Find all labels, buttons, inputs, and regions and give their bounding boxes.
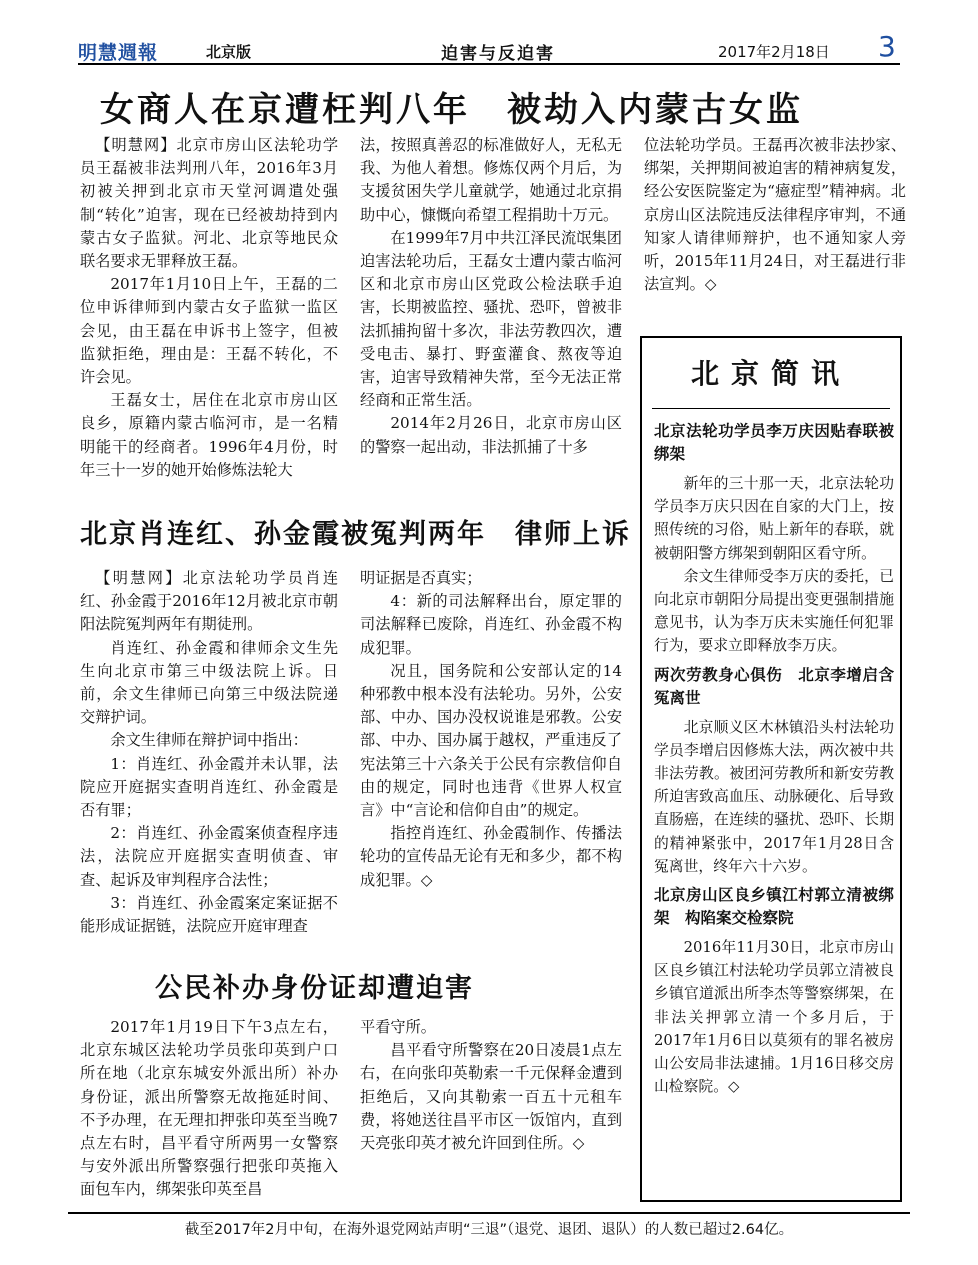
brief-paragraph: 新年的三十那一天，北京法轮功学员李万庆只因在自家的大门上，按照传统的习俗，贴上新年的春联，就被朝阳警方绑架到朝阳区看守所。 <box>654 475 894 562</box>
briefs-body <box>654 414 894 1098</box>
masthead: 明慧週報 <box>78 42 159 64</box>
brief-paragraph: 余文生律师受李万庆的委托，已向北京市朝阳分局提出变更强制措施意见书，认为李万庆未实施任何犯罪行为，要求立即释放李万庆。 <box>654 567 894 655</box>
article2-paragraph: 肖连红、孙金霞和律师余文生先生向北京市第三中级法院上诉。日前，余文生律师已向第三中级法院递交辩护词。 <box>80 638 338 727</box>
article2-paragraph: 2：肖连红、孙金霞案侦查程序违法，法院应开庭据实查明侦查、审查、起诉及审判程序合法性； <box>80 824 338 889</box>
article3-title: 公民补办身份证却遭迫害 <box>155 973 474 1004</box>
article2-paragraph: 明证据是否真实； <box>360 569 482 587</box>
brief-headline: 北京房山区良乡镇江村郭立清被绑架 构陷案交检察院 <box>654 886 894 928</box>
footer-divider <box>68 1212 910 1214</box>
article2-column-1 <box>80 567 338 938</box>
section-name: 迫害与反迫害 <box>441 44 555 64</box>
page-number: 3 <box>878 30 896 63</box>
page-header <box>78 30 900 64</box>
brief-paragraph: 北京顺义区木林镇沿头村法轮功学员李增启因修炼大法，两次被中共非法劳教。被团河劳教所和新安劳教所迫害致高血压、动脉硬化、后导致直肠癌，在连续的骚扰、恐吓、长期的精神紧张中，2017年1月28日含冤离世，终年六十六岁。 <box>654 718 894 875</box>
article1-paragraph: 法，按照真善忍的标准做好人，无私无我、为他人着想。修炼仅两个月后，为支援贫困失学儿童就学，她通过北京捐助中心，慷慨向希望工程捐助十万元。 <box>360 136 622 224</box>
article1-paragraph: 【明慧网】北京市房山区法轮功学员王磊被非法判刑八年，2016年3月初被关押到北京市天堂河调遣处强制“转化”迫害，现在已经被劫持到内蒙古女子监狱。河北、北京等地民众联名要求无罪释放王磊。 <box>80 136 338 271</box>
article2-paragraph: 1：肖连红、孙金霞并未认罪，法院应开庭据实查明肖连红、孙金霞是否有罪； <box>80 754 338 820</box>
article2-paragraph: 指控肖连红、孙金霞制作、传播法轮功的宣传品无论有无和多少，都不构成犯罪。◇ <box>360 824 622 889</box>
article1-title: 女商人在京遭枉判八年 被劫入内蒙古女监 <box>100 90 803 130</box>
publication-date: 2017年2月18日 <box>718 43 830 61</box>
brief-headline: 两次劳教身心俱伤 北京李增启含冤离世 <box>654 665 894 707</box>
article1-paragraph: 2017年1月10日上午，王磊的二位申诉律师到内蒙古女子监狱一监区会见，由王磊在申诉书上签字，但被监狱拒绝，理由是：王磊不转化，不许会见。 <box>80 275 338 387</box>
article3-paragraph: 昌平看守所警察在20日凌晨1点左右，在向张印英勒索一千元保释金遭到拒绝后，又向其勒索一百五十元租车费，将她送往昌平市区一饭馆内，直到天亮张印英才被允许回到住所。◇ <box>360 1041 622 1153</box>
article1-column-1 <box>80 134 338 482</box>
article1-paragraph: 2014年2月26日，北京市房山区的警察一起出动，非法抓捕了十多 <box>360 414 622 456</box>
article1-column-2 <box>360 134 622 459</box>
briefs-section-title: 北京简讯 <box>690 357 851 390</box>
article3-paragraph: 2017年1月19日下午3点左右，北京东城区法轮功学员张印英到户口所在地（北京东城安外派出所）补办身份证，派出所警察无故拖延时间、不予办理，在无理扣押张印英至当晚7点左右时，昌平看守所两男一女警察与安外派出所警察强行把张印英拖入面包车内，绑架张印英至昌 <box>80 1018 338 1199</box>
article1-paragraph: 王磊女士，居住在北京市房山区良乡，原籍内蒙古临河市，是一名精明能干的经商者。1996年4月份，时年三十一岁的她开始修炼法轮大 <box>80 391 338 479</box>
article3-column-1 <box>80 1016 338 1202</box>
article2-paragraph: 余文生律师在辩护词中指出： <box>110 731 308 750</box>
article2-paragraph: 况且，国务院和公安部认定的14种邪教中根本没有法轮功。另外，公安部、中办、国办没权说谁是邪教。公安部、中办、国办属于越权，严重违反了宪法第三十六条关于公民有宗教信仰自由的规定，同时也违背《世界人权宣言》中“言论和信仰自由”的规定。 <box>360 661 622 820</box>
briefs-divider <box>652 408 890 409</box>
article1-paragraph: 位法轮功学员。王磊再次被非法抄家、绑架，关押期间被迫害的精神病复发，经公安医院鉴定为“癔症型”精神病。北京房山区法院违反法律程序审判，不通知家人请律师辩护，也不通知家人旁听，2015年11月24日，对王磊进行非法宣判。◇ <box>644 136 906 294</box>
article1-column-3 <box>644 134 906 296</box>
article2-title: 北京肖连红、孙金霞被冤判两年 律师上诉 <box>80 519 631 550</box>
article2-paragraph: 3：肖连红、孙金霞案定案证据不能形成证据链，法院应开庭审理查 <box>80 893 338 936</box>
article2-column-2 <box>360 567 622 892</box>
header-divider <box>78 63 900 65</box>
edition-label: 北京版 <box>206 43 252 61</box>
beijing-briefs-box <box>640 336 902 1202</box>
brief-paragraph: 2016年11月30日，北京市房山区良乡镇江村法轮功学员郭立清被良乡镇官道派出所李杰等警察绑架，在非法关押郭立清一个多月后，于2017年1月6日以莫须有的罪名被房山公安局非法逮捕。1月16日移交房山检察院。◇ <box>654 939 894 1096</box>
article2-paragraph: 4：新的司法解释出台，原定罪的司法解释已废除，肖连红、孙金霞不构成犯罪。 <box>360 592 622 657</box>
footer-notice: 截至2017年2月中旬，在海外退党网站声明“三退”（退党、退团、退队）的人数已超过2.64亿。 <box>184 1222 794 1238</box>
article1-paragraph: 在1999年7月中共江泽民流氓集团迫害法轮功后，王磊女士遭内蒙古临河区和北京市房山区党政公检法联手迫害，长期被监控、骚扰、恐吓，曾被非法抓捕拘留十多次，非法劳教四次，遭受电击、暴打、野蛮灌食、熬夜等迫害，迫害导致精神失常，至今无法正常经商和正常生活。 <box>360 228 622 410</box>
article3-paragraph: 平看守所。 <box>360 1018 436 1036</box>
brief-headline: 北京法轮功学员李万庆因贴春联被绑架 <box>654 422 894 463</box>
article2-paragraph: 【明慧网】北京法轮功学员肖连红、孙金霞于2016年12月被北京市朝阳法院冤判两年有期徒刑。 <box>80 569 338 634</box>
article3-column-2 <box>360 1016 622 1155</box>
